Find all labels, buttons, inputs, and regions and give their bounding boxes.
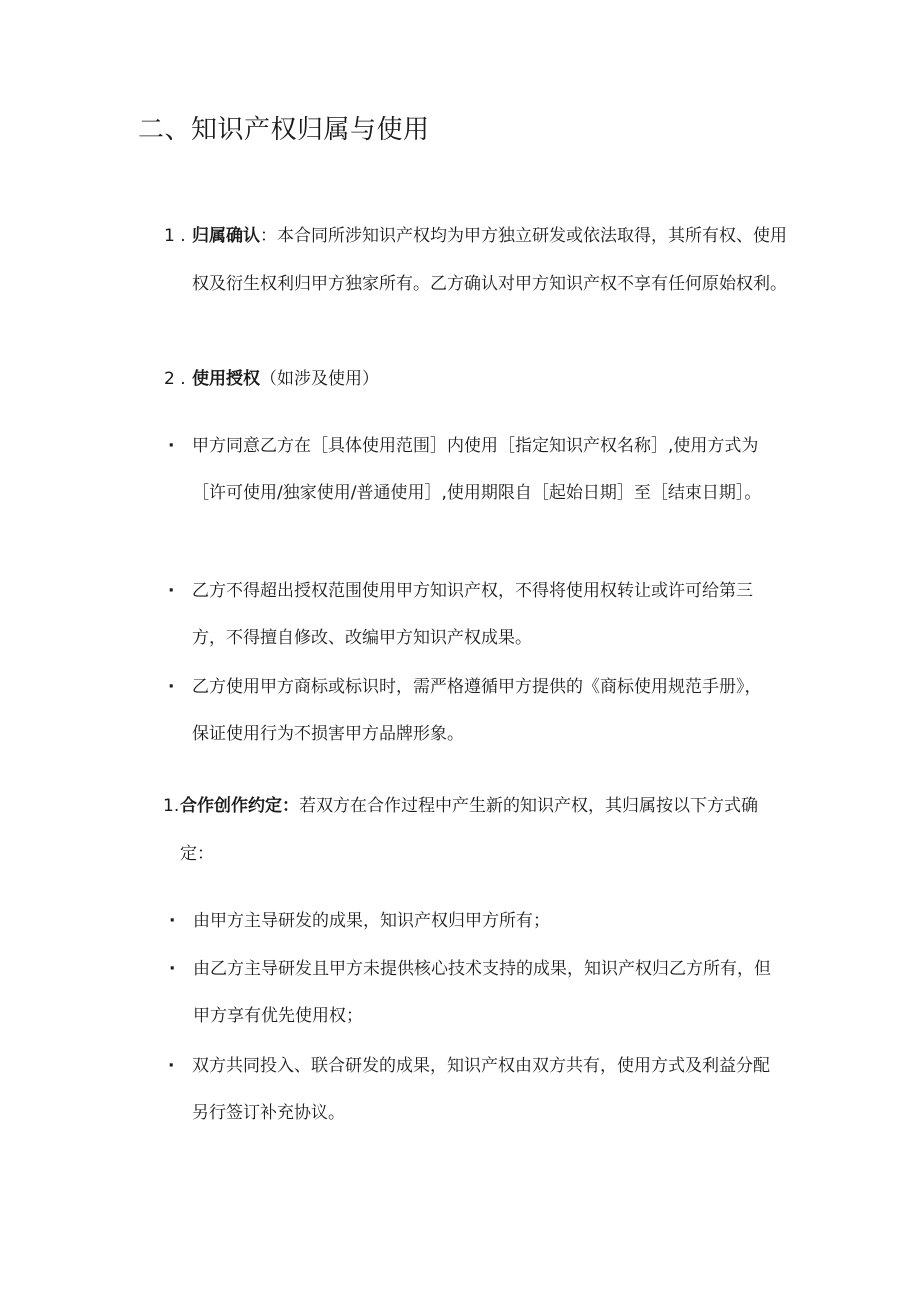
- usage-license-note: （如涉及使用）: [260, 369, 379, 389]
- ownership-paragraph: [164, 212, 802, 308]
- list-item: [168, 423, 777, 517]
- usage-license-title: 使用授权: [192, 369, 260, 389]
- section-heading: 二、知识产权归属与使用: [138, 115, 430, 145]
- list-item: [168, 568, 777, 662]
- list-item: [168, 1043, 777, 1137]
- list-item: [169, 946, 778, 1040]
- bullet-icon: ·: [169, 959, 176, 979]
- ownership-text: 本合同所涉知识产权均为甲方独立研发或依法取得，其所有权、使用权及衍生权利归甲方独家所有。乙方确认对甲方知识产权不享有任何原始权利。: [192, 226, 787, 294]
- list-item-text: 乙方不得超出授权范围使用甲方知识产权，不得将使用权转让或许可给第三方，不得擅自修改、改编甲方知识产权成果。: [192, 581, 753, 648]
- ownership-title: 归属确认: [192, 226, 260, 246]
- collaboration-number: 1.: [163, 796, 180, 816]
- list-item-text: 甲方同意乙方在［具体使用范围］内使用［指定知识产权名称］,使用方式为［许可使用/独家使用/普通使用］,使用期限自［起始日期］至［结束日期］。: [192, 436, 762, 503]
- list-item-text: 双方共同投入、联合研发的成果，知识产权由双方共有，使用方式及利益分配另行签订补充协议。: [192, 1056, 770, 1123]
- bullet-icon: ·: [168, 677, 175, 697]
- bullet-icon: ·: [168, 1056, 175, 1076]
- list-item-text: 由乙方主导研发且甲方未提供核心技术支持的成果，知识产权归乙方所有，但甲方享有优先使用权；: [193, 959, 771, 1026]
- bullet-icon: ·: [169, 911, 176, 931]
- collaboration-title: 合作创作约定：: [180, 796, 299, 816]
- bullet-icon: ·: [168, 436, 175, 456]
- list-item: [169, 898, 778, 945]
- list-item: [168, 664, 777, 758]
- usage-license-paragraph: [164, 355, 802, 403]
- bullet-icon: ·: [168, 581, 175, 601]
- usage-license-number: 2 .: [164, 369, 186, 389]
- ownership-separator: ：: [260, 226, 277, 246]
- list-item-text: 由甲方主导研发的成果，知识产权归甲方所有；: [193, 911, 550, 931]
- collaboration-paragraph: [163, 782, 780, 878]
- list-item-text: 乙方使用甲方商标或标识时，需严格遵循甲方提供的《商标使用规范手册》，保证使用行为不损害甲方品牌形象。: [192, 677, 762, 744]
- ownership-number: 1 .: [164, 226, 186, 246]
- collaboration-text: 若双方在合作过程中产生新的知识产权，其归属按以下方式确定：: [180, 796, 758, 864]
